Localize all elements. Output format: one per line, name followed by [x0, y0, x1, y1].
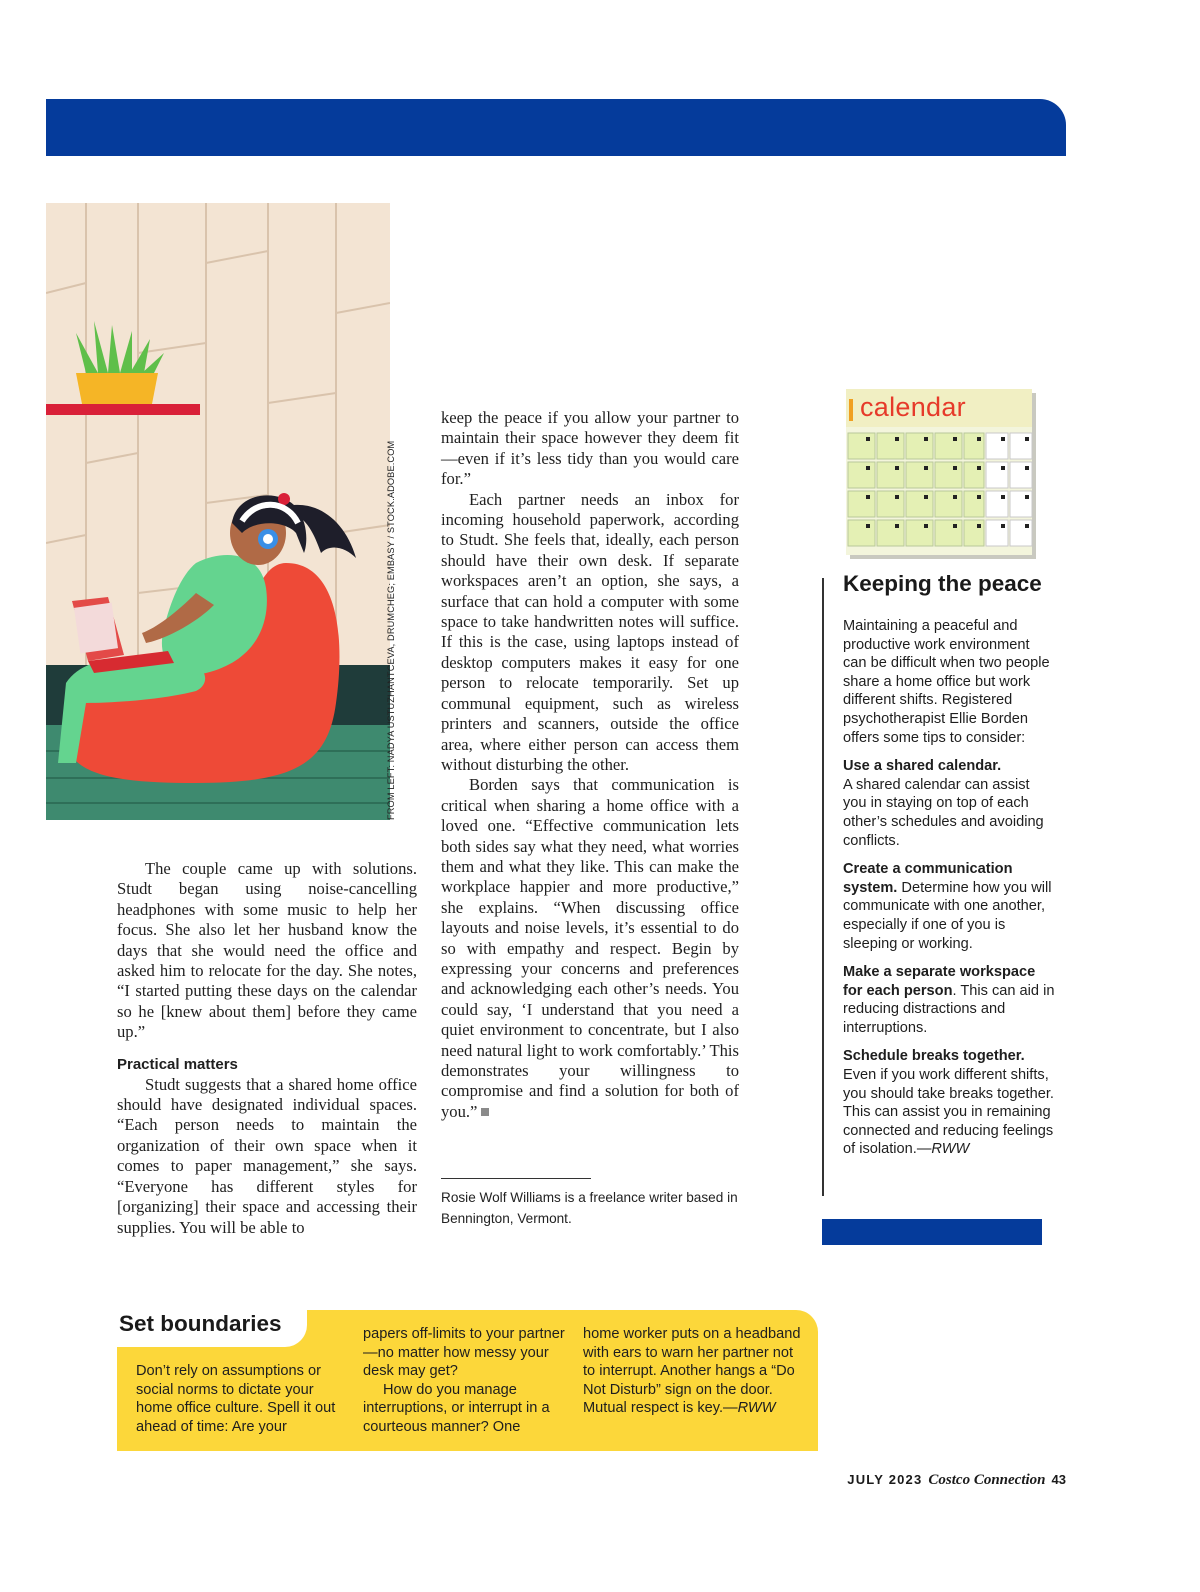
- article-paragraph: Each partner needs an inbox for incoming household paperwork, according to Studt. She feels that, ideally, each person should have their own desk. If separate workspaces aren’t an option, she says, a surface that can hold a computer with some space to take handwritten notes will suffice. If this is the case, using laptops instead of desktop computers makes it easy for one person to relocate temporarily. Set up communal equipment, such as wireless printers and scanners, outside the office area, where either person can access them without disturbing the other.: [441, 489, 739, 774]
- sidebar-title: Keeping the peace: [843, 571, 1042, 596]
- boundaries-column-2: [363, 1325, 570, 1437]
- tip-body: Even if you work different shifts, you should take breaks together. This can assist you in remaining connected and reducing feelings of isolation.: [843, 1067, 1054, 1158]
- page-footer: [847, 1472, 1066, 1489]
- tip-body: Determine how you will communicate with one another, especially if one of you is sleeping or working.: [843, 879, 1052, 952]
- boundaries-text: How do you manage interruptions, or interrupt in a courteous manner? One: [363, 1381, 550, 1435]
- article-paragraph: [441, 775, 739, 1122]
- tip-body: This can aid in reducing distractions and interruptions.: [843, 982, 1055, 1036]
- tip-heading: Make a separate workspace for each person: [843, 964, 1036, 999]
- sidebar-intro: Maintaining a peaceful and productive work environment can be difficult when two people share a home office but work different shifts. Registered psychotherapist Ellie Borden offers some tips to consider:: [843, 618, 1050, 746]
- article-paragraph: keep the peace if you allow your partner to maintain their space however they deem fit—even if it’s less tidy than you would care for.”: [441, 408, 739, 489]
- sidebar-rule: [822, 578, 824, 1196]
- boundaries-signoff: RWW: [737, 1400, 776, 1417]
- boundaries-text: home worker puts on a headband with ears to warn her partner not to interrupt. Another hangs a “Do Not Disturb” sign on the door. Mutual respect is key.—RWW: [583, 1326, 801, 1417]
- boundaries-text: Don’t rely on assumptions or social norms to dictate your home office culture. Spell it out ahead of time: Are your: [136, 1363, 336, 1435]
- sidebar-footer-bar: [822, 1219, 1042, 1245]
- boundaries-title: Set boundaries: [119, 1311, 282, 1336]
- sidebar-tip: Schedule breaks together. Even if you work different shifts, you should take breaks together. This can assist you in remaining connected and reducing feelings of isolation.—RWW: [843, 1048, 1054, 1158]
- header-banner: [46, 99, 1066, 156]
- photo-credit: FROM LEFT: NADYA USTUZHANTCEVA, DRUMCHEG; EMBASY / STOCK.ADOBE.COM: [386, 440, 396, 820]
- article-paragraph: Studt suggests that a shared home office should have designated individual spaces. “Each person needs to maintain the organization of their own space when it comes to paper management,” she says. “Everyone has different styles for [organizing] their space and accessing their supplies. You will be able to: [117, 1074, 417, 1237]
- sidebar-tip: [843, 860, 1057, 953]
- tip-heading-period: .: [952, 982, 957, 999]
- calendar-graphic: [846, 389, 1036, 559]
- sidebar-tip: [843, 963, 1057, 1037]
- author-bio: Rosie Wolf Williams is a freelance writer based in Bennington, Vermont.: [441, 1190, 738, 1226]
- article-column-middle: [441, 408, 739, 1122]
- issue-date: JULY 2023: [847, 1472, 923, 1487]
- magazine-name: Costco Connection: [928, 1472, 1046, 1488]
- tip-heading: Schedule breaks together.: [843, 1048, 1025, 1065]
- boundaries-text-body: home worker puts on a headband with ears to warn her partner not to interrupt. Another hangs a “Do Not Disturb” sign on the door. Mutual respect is key.: [583, 1326, 801, 1417]
- sidebar-tip: [843, 757, 1057, 850]
- end-of-story-mark: [481, 1108, 489, 1116]
- section-subhead: Practical matters: [117, 1055, 238, 1073]
- boundaries-column-1: [136, 1362, 351, 1436]
- page-number: 43: [1051, 1472, 1066, 1487]
- calendar-label: calendar: [860, 392, 966, 422]
- tip-heading: Create a communication system.: [843, 861, 1013, 896]
- bio-divider: [441, 1178, 591, 1179]
- article-paragraph: The couple came up with solutions. Studt began using noise-cancelling headphones with some music to help her focus. She also let her husband know the days that she would need the office and asked him to relocate for the day. She notes, “I started putting these days on the calendar so he [knew about them] before they came up.”: [117, 859, 417, 1042]
- woman-on-beanbag-illustration: [46, 203, 390, 820]
- boundaries-text: papers off-limits to your partner—no matter how messy your desk may get?: [363, 1326, 565, 1380]
- tip-heading: Use a shared calendar.: [843, 758, 1002, 775]
- tip-body: A shared calendar can assist you in staying on top of each other’s schedules and avoiding conflicts.: [843, 776, 1044, 849]
- boundaries-column-3: [583, 1325, 803, 1418]
- sidebar-signoff: RWW: [931, 1141, 970, 1158]
- sidebar-body: [843, 617, 1057, 1169]
- article-paragraph-text: Borden says that communication is critical when sharing a home office with a loved one. “Effective communication lets both sides say what they need, what worries them and what they like. This can make the workplace happier and more productive,” she explains. “When discussing office layouts and noise levels, it’s essential to do so with empathy and respect. Begin by expressing your concerns and preferences and acknowledging each other’s needs. You could say, ‘I understand that you need a quiet environment to concentrate, but I also need natural light to work comfortably.’ This demonstrates your willingness to compromise and find a solution for both of you.”: [441, 775, 739, 1121]
- article-column-left: [117, 859, 417, 1238]
